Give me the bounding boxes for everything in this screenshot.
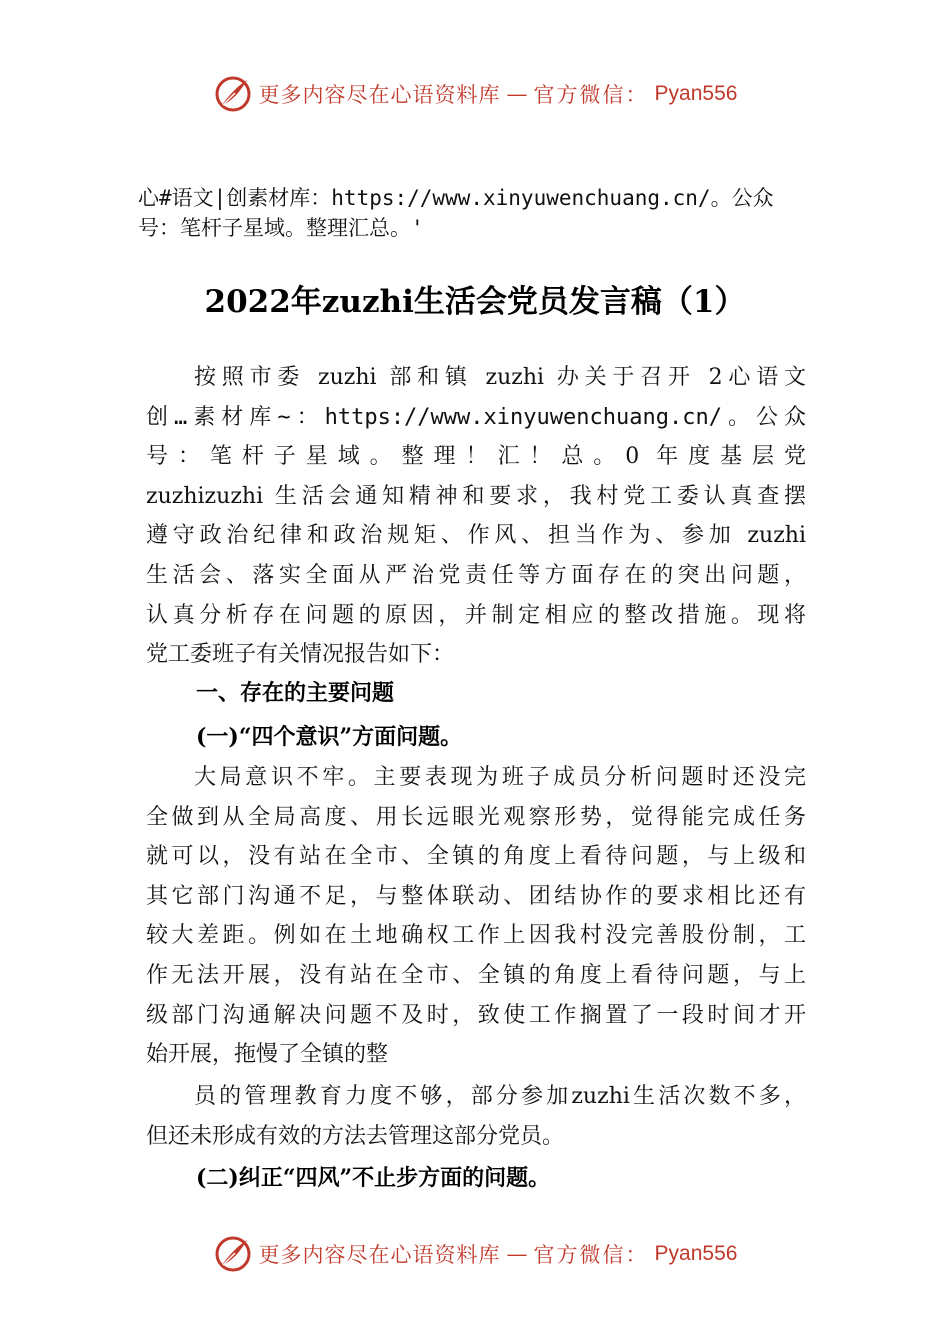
quill-logo-icon bbox=[213, 74, 253, 114]
intro-paragraph bbox=[146, 358, 806, 675]
para1-line: 作无法开展，没有站在全市、全镇的角度上看待问题，与上 bbox=[146, 962, 806, 988]
source-note-line-1: 心#语文|创素材库：https://www.xinyuwenchuang.cn/。公众 bbox=[138, 186, 774, 210]
intro-line: zuzhizuzhi 生活会通知精神和要求，我村党工委认真查摆 bbox=[146, 483, 806, 509]
subsection-heading-1: (一)“四个意识”方面问题。 bbox=[196, 724, 463, 750]
intro-line: 创…素材库~：https://www.xinyuwenchuang.cn/。公众 bbox=[146, 404, 806, 430]
document-title: 2022年zuzhi生活会党员发言稿（1） bbox=[204, 284, 746, 320]
intro-line: 遵守政治纪律和政治规矩、作风、担当作为、参加 zuzhi bbox=[146, 523, 806, 549]
intro-line: 党工委班子有关情况报告如下： bbox=[146, 642, 455, 668]
banner-wechat-label: 官方微信： bbox=[533, 1243, 649, 1267]
quill-logo-icon bbox=[213, 1234, 253, 1274]
banner-wechat-label: 官方微信： bbox=[533, 83, 649, 107]
header-banner bbox=[0, 70, 950, 118]
intro-line: 生活会、落实全面从严治党责任等方面存在的突出问题， bbox=[146, 562, 806, 588]
banner-brand-text: 更多内容尽在心语资料库 bbox=[258, 1243, 501, 1267]
banner-dash: — bbox=[506, 1242, 528, 1266]
subsection-heading-2: (二)纠正“四风”不止步方面的问题。 bbox=[196, 1165, 551, 1191]
banner-wechat-id: Pyan556 bbox=[654, 82, 738, 105]
para1-line: 全做到从全局高度、用长远眼光观察形势，觉得能完成任务 bbox=[146, 804, 806, 830]
para2-line: 但还未形成有效的方法去管理这部分党员。 bbox=[146, 1123, 565, 1149]
banner-dash: — bbox=[506, 82, 528, 106]
para1-line: 大局意识不牢。主要表现为班子成员分析问题时还没完 bbox=[194, 765, 806, 790]
paragraph-2 bbox=[146, 1077, 806, 1156]
para1-line: 较大差距。例如在土地确权工作上因我村没完善股份制，工 bbox=[146, 923, 806, 949]
banner-brand-text: 更多内容尽在心语资料库 bbox=[258, 83, 501, 107]
para2-line: 员的管理教育力度不够，部分参加zuzhi生活次数不多， bbox=[194, 1084, 806, 1109]
footer-banner bbox=[0, 1230, 950, 1278]
intro-line: 号：笔杆子星域。整理！汇！总。0 年度基层党 bbox=[146, 444, 806, 470]
intro-line: 按照市委 zuzhi 部和镇 zuzhi 办关于召开 2心语文 bbox=[194, 365, 806, 390]
intro-line: 认真分析存在问题的原因，并制定相应的整改措施。现将 bbox=[146, 602, 806, 628]
source-note-line-2: 号：笔杆子星域。整理汇总。' bbox=[138, 216, 424, 240]
para1-line: 始开展，拖慢了全镇的整 bbox=[146, 1042, 389, 1068]
paragraph-1 bbox=[146, 758, 806, 1075]
para1-line: 其它部门沟通不足，与整体联动、团结协作的要求相比还有 bbox=[146, 883, 806, 909]
banner-wechat-id: Pyan556 bbox=[654, 1242, 738, 1265]
section-heading: 一、存在的主要问题 bbox=[196, 681, 395, 706]
para1-line: 就可以，没有站在全市、全镇的角度上看待问题，与上级和 bbox=[146, 844, 806, 870]
para1-line: 级部门沟通解决问题不及时，致使工作搁置了一段时间才开 bbox=[146, 1002, 806, 1028]
